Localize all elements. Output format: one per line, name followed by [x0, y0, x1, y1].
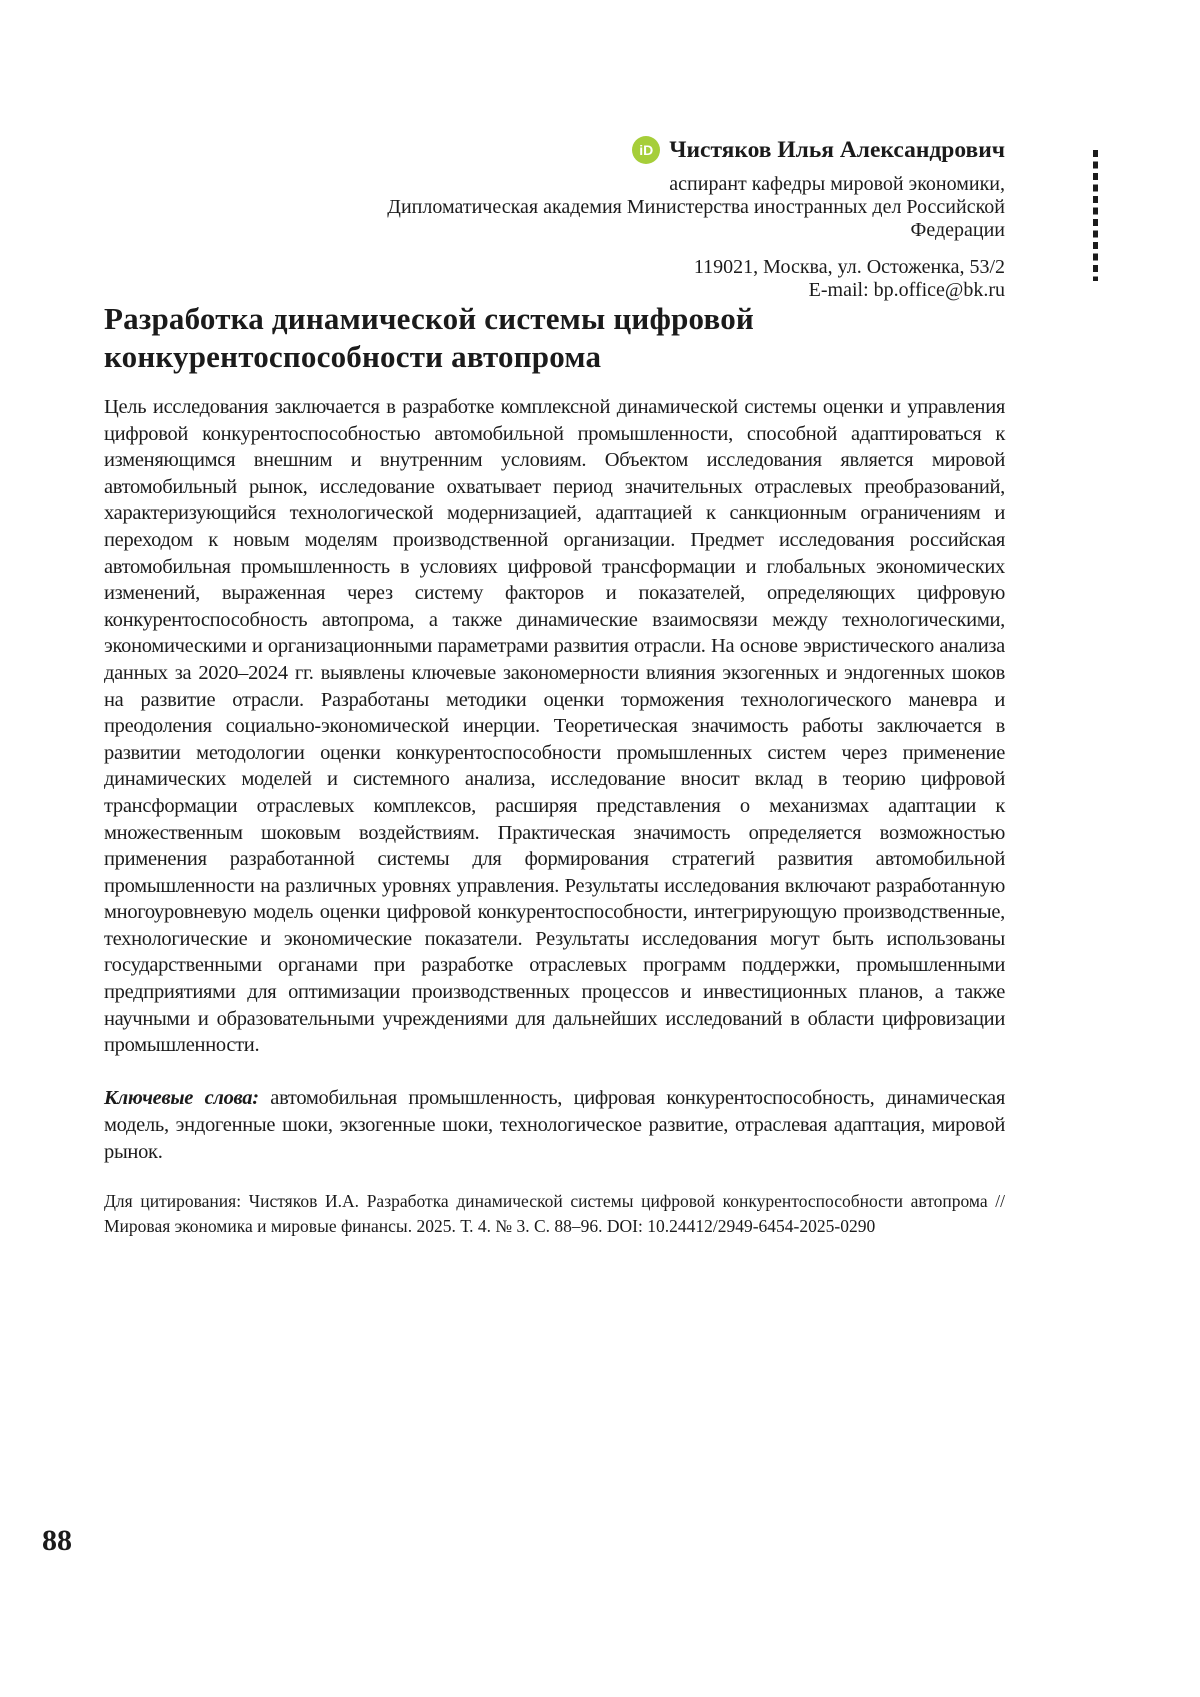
author-name-row [305, 136, 1005, 164]
citation-block [104, 1189, 1005, 1239]
article-title [104, 300, 1005, 376]
abstract-text: Цель исследования заключается в разработке комплексной динамической системы оценки и управления цифровой конкурентоспособностью автомобильной промышленности, способной адаптироваться к изменяющимся внешним и внутренним условиям. Объектом исследования является мировой автомобильный рынок, исследование охватывает период значительных отраслевых преобразований, характеризующийся технологической модернизацией, адаптацией к санкционным ограничениям и переходом к новым моделям производственной организации. Предмет исследования российская автомобильная промышленность в условиях цифровой трансформации и глобальных экономических изменений, выраженная через систему факторов и показателей, определяющих цифровую конкурентоспособность автопрома, а также динамические взаимосвязи между технологическими, экономическими и организационными параметрами развития отрасли. На основе эвристического анализа данных за 2020–2024 гг. выявлены ключевые закономерности влияния экзогенных и эндогенных шоков на развитие отрасли. Разработаны методики оценки торможения технологического маневра и преодоления социально-экономической инерции. Теоретическая значимость работы заключается в развитии методологии оценки конкурентоспособности промышленных систем через применение динамических моделей и системного анализа, исследование вносит вклад в теорию цифровой трансформации отраслевых комплексов, расширяя представления о механизмах адаптации к множественным шоковым воздействиям. Практическая значимость определяется возможностью применения разработанной системы для формирования стратегий развития автомобильной промышленности на различных уровнях управления. Результаты исследования включают разработанную многоуровневую модель оценки цифровой конкурентоспособности, интегрирующую производственные, технологические и экономические показатели. Результаты исследования могут быть использованы государственными органами при разработке отраслевых программ поддержки, промышленными предприятиями для оптимизации производственных процессов и инвестиционных планов, а также научными и образовательными учреждениями для дальнейших исследований в области цифровизации промышленности. [104, 396, 1005, 1057]
author-block [305, 136, 1005, 302]
author-affiliation: Дипломатическая академия Министерства иностранных дел Российской Федерации [387, 196, 1005, 241]
citation-text: Чистяков И.А. Разработка динамической системы цифровой конкурентоспособности автопрома // Мировая экономика и мировые финансы. 2025. Т. 4. № 3. С. 88–96. DOI: 10.24412/2949-6454-2025-0290 [104, 1190, 1006, 1236]
keywords-block [104, 1085, 1005, 1166]
author-address: 119021, Москва, ул. Остоженка, 53/2 [693, 256, 1005, 278]
article-title-line1: Разработка динамической системы цифровой [104, 301, 754, 336]
keywords-label: Ключевые слова: [104, 1086, 259, 1109]
article-title-line2: конкурентоспособности автопрома [104, 339, 602, 374]
author-email: E-mail: bp.office@bk.ru [808, 279, 1005, 301]
citation-label: Для цитирования: [104, 1190, 242, 1211]
page-number: 88 [42, 1524, 72, 1557]
dashed-divider [1093, 150, 1098, 281]
article-column [104, 300, 1005, 1239]
keywords-text: автомобильная промышленность, цифровая конкурентоспособность, динамическая модель, эндогенные шоки, экзогенные шоки, технологическое развитие, отраслевая адаптация, мировой рынок. [104, 1086, 1005, 1163]
author-position: аспирант кафедры мировой экономики, [669, 173, 1005, 195]
orcid-icon[interactable]: iD [632, 136, 660, 164]
author-name: Чистяков Илья Александрович [669, 137, 1005, 163]
